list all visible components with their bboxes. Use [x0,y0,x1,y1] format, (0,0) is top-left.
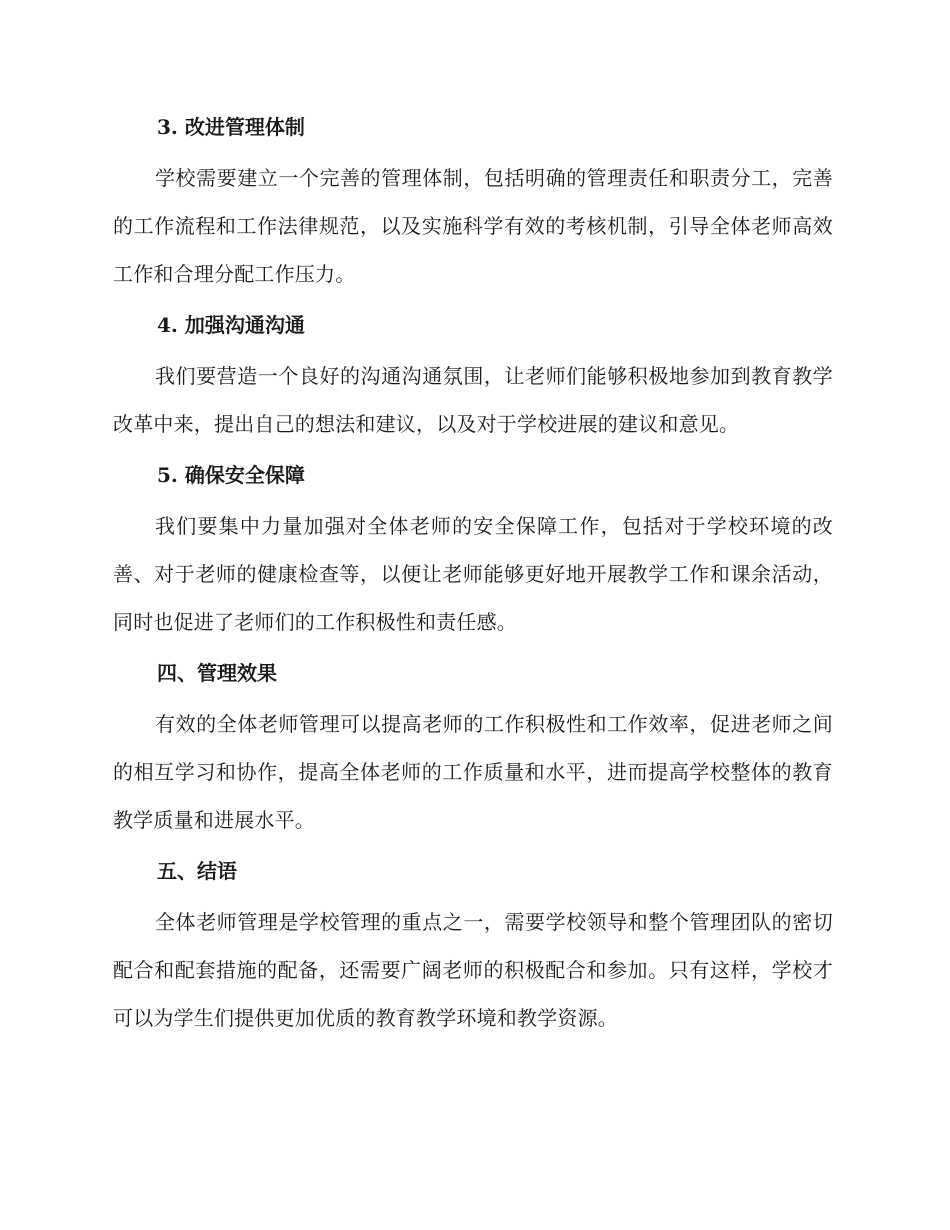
document-body [113,104,833,1042]
section-heading-management-effect: 四、管理效果 [157,661,277,685]
section-heading-safety-guarantee: 5. 确保安全保障 [157,463,305,487]
section-heading-conclusion: 五、结语 [157,859,237,883]
section-paragraph-conclusion: 全体老师管理是学校管理的重点之一，需要学校领导和整个管理团队的密切配合和配套措施的配备，还需要广阔老师的积极配合和参加。只有这样，学校才可以为学生们提供更加优质的教育教学环境和教学资源。 [113,910,833,1030]
section-heading-strengthen-communication: 4. 加强沟通沟通 [157,313,305,337]
section-paragraph-safety-guarantee: 我们要集中力量加强对全体老师的安全保障工作，包括对于学校环境的改善、对于老师的健康检查等，以便让老师能够更好地开展教学工作和课余活动，同时也促进了老师们的工作积极性和责任感。 [113,514,833,634]
section-heading-improve-management: 3. 改进管理体制 [157,115,305,139]
section-paragraph-management-effect: 有效的全体老师管理可以提高老师的工作积极性和工作效率，促进老师之间的相互学习和协作，提高全体老师的工作质量和水平，进而提高学校整体的教育教学质量和进展水平。 [113,712,833,832]
section-paragraph-improve-management: 学校需要建立一个完善的管理体制，包括明确的管理责任和职责分工，完善的工作流程和工作法律规范，以及实施科学有效的考核机制，引导全体老师高效工作和合理分配工作压力。 [113,166,833,286]
section-paragraph-strengthen-communication: 我们要营造一个良好的沟通沟通氛围，让老师们能够积极地参加到教育教学改革中来，提出自己的想法和建议，以及对于学校进展的建议和意见。 [113,364,833,436]
